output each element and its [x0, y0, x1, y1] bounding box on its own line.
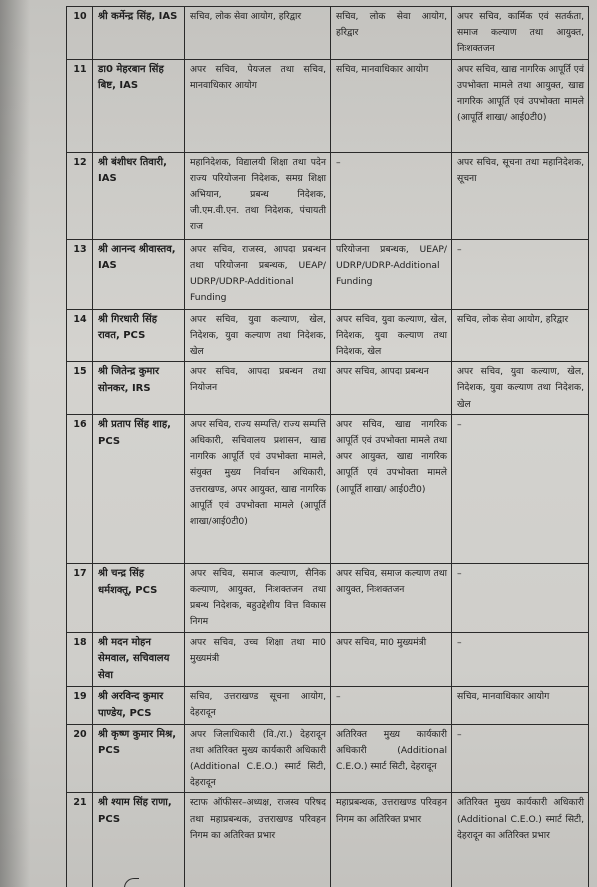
current-post-cell: सचिव, उत्तराखण्ड सूचना आयोग, देहरादून — [185, 687, 331, 725]
retained-post-cell: सचिव, मानवाधिकार आयोग — [331, 59, 452, 152]
officer-name-cell: डा0 मेहरबान सिंह बिष्ट, IAS — [93, 59, 185, 152]
new-post-cell: – — [452, 414, 589, 563]
table-row — [67, 152, 589, 239]
new-post-cell: अपर सचिव, खाद्य नागरिक आपूर्ति एवं उपभोक्ता मामले तथा आयुक्त, खाद्य नागरिक आपूर्ति एवं उपभोक्ता मामले (आपूर्ति शाखा/ आई0टी0) — [452, 59, 589, 152]
table-row — [67, 414, 589, 563]
table-row — [67, 239, 589, 309]
retained-post-cell: परियोजना प्रबन्धक, UEAP/ UDRP/UDRP-Additional Funding — [331, 239, 452, 309]
retained-post-cell: अपर सचिव, समाज कल्याण तथा आयुक्त, निःशक्तजन — [331, 563, 452, 632]
table-row — [67, 309, 589, 362]
current-post-cell: स्टाफ ऑफीसर–अध्यक्ष, राजस्व परिषद तथा महाप्रबन्धक, उत्तराखण्ड परिवहन निगम का अतिरिक्त प्रभार — [185, 793, 331, 887]
table-row — [67, 632, 589, 686]
table-body — [67, 7, 589, 887]
officer-name-cell: श्री कर्मेन्द्र सिंह, IAS — [93, 7, 185, 60]
serial-number-cell: 12 — [67, 152, 93, 239]
serial-number-cell: 21 — [67, 793, 93, 887]
officer-name-cell: श्री बंशीधर तिवारी, IAS — [93, 152, 185, 239]
serial-number-cell: 10 — [67, 7, 93, 60]
current-post-cell: अपर सचिव, युवा कल्याण, खेल, निदेशक, युवा कल्याण तथा निदेशक, खेल — [185, 309, 331, 362]
table-row — [67, 793, 589, 887]
officer-name-cell: श्री अरविन्द कुमार पाण्डेय, PCS — [93, 687, 185, 725]
new-post-cell: सचिव, मानवाधिकार आयोग — [452, 687, 589, 725]
serial-number-cell: 19 — [67, 687, 93, 725]
table-row — [67, 59, 589, 152]
retained-post-cell: अपर सचिव, खाद्य नागरिक आपूर्ति एवं उपभोक्ता मामले तथा अपर आयुक्त, खाद्य नागरिक आपूर्ति एवं उपभोक्ता मामले (आपूर्ति शाखा/ आई0टी0) — [331, 414, 452, 563]
serial-number-cell: 20 — [67, 724, 93, 793]
table-row — [67, 362, 589, 415]
new-post-cell: सचिव, लोक सेवा आयोग, हरिद्वार — [452, 309, 589, 362]
current-post-cell: अपर सचिव, राजस्व, आपदा प्रबन्धन तथा परियोजना प्रबन्धक, UEAP/ UDRP/UDRP-Additional Funding — [185, 239, 331, 309]
officer-name-cell: श्री आनन्द श्रीवास्तव, IAS — [93, 239, 185, 309]
current-post-cell: अपर सचिव, पेयजल तथा सचिव, मानवाधिकार आयोग — [185, 59, 331, 152]
table-row — [67, 724, 589, 793]
serial-number-cell: 14 — [67, 309, 93, 362]
officer-name-cell: श्री चन्द्र सिंह धर्मशक्तू, PCS — [93, 563, 185, 632]
officer-name-cell: श्री श्याम सिंह राणा, PCS — [93, 793, 185, 887]
officer-name-cell: श्री कृष्ण कुमार मिश्र, PCS — [93, 724, 185, 793]
retained-post-cell: – — [331, 687, 452, 725]
table-row — [67, 7, 589, 60]
new-post-cell: – — [452, 563, 589, 632]
table-row — [67, 563, 589, 632]
current-post-cell: अपर सचिव, राज्य सम्पत्ति/ राज्य सम्पत्ति अधिकारी, सचिवालय प्रशासन, खाद्य नागरिक आपूर्ति एवं उपभोक्ता मामले, संयुक्त मुख्य निर्वाचन अधिकारी, उत्तराखण्ड, अपर आयुक्त, खाद्य नागरिक आपूर्ति एवं उपभोक्ता मामले (आपूर्ति शाखा/आई0टी0) — [185, 414, 331, 563]
officer-name-cell: श्री मदन मोहन सेमवाल, सचिवालय सेवा — [93, 632, 185, 686]
officer-name-cell: श्री गिरधारी सिंह रावत, PCS — [93, 309, 185, 362]
retained-post-cell: महाप्रबन्धक, उत्तराखण्ड परिवहन निगम का अतिरिक्त प्रभार — [331, 793, 452, 887]
officer-name-cell: श्री प्रताप सिंह शाह, PCS — [93, 414, 185, 563]
serial-number-cell: 17 — [67, 563, 93, 632]
serial-number-cell: 15 — [67, 362, 93, 415]
new-post-cell: अपर सचिव, कार्मिक एवं सतर्कता, समाज कल्याण तथा आयुक्त, निःशक्तजन — [452, 7, 589, 60]
current-post-cell: महानिदेशक, विद्यालयी शिक्षा तथा पदेन राज्य परियोजना निदेशक, समग्र शिक्षा अभियान, प्रबन्ध निदेशक, जी.एम.वी.एन. तथा निदेशक, पंचायती राज — [185, 152, 331, 239]
retained-post-cell: – — [331, 152, 452, 239]
retained-post-cell: अपर सचिव, युवा कल्याण, खेल, निदेशक, युवा कल्याण तथा निदेशक, खेल — [331, 309, 452, 362]
officer-name-cell: श्री जितेन्द्र कुमार सोनकर, IRS — [93, 362, 185, 415]
current-post-cell: सचिव, लोक सेवा आयोग, हरिद्वार — [185, 7, 331, 60]
retained-post-cell: सचिव, लोक सेवा आयोग, हरिद्वार — [331, 7, 452, 60]
new-post-cell: – — [452, 239, 589, 309]
retained-post-cell: अतिरिक्त मुख्य कार्यकारी अधिकारी (Additional C.E.O.) स्मार्ट सिटी, देहरादून — [331, 724, 452, 793]
retained-post-cell: अपर सचिव, आपदा प्रबन्धन — [331, 362, 452, 415]
table-row — [67, 687, 589, 725]
current-post-cell: अपर सचिव, समाज कल्याण, सैनिक कल्याण, आयुक्त, निःशक्तजन तथा प्रबन्ध निदेशक, बहुउद्देशीय वित्त विकास निगम — [185, 563, 331, 632]
current-post-cell: अपर जिलाधिकारी (वि./रा.) देहरादून तथा अतिरिक्त मुख्य कार्यकारी अधिकारी (Additional C.E.O.) स्मार्ट सिटी, देहरादून — [185, 724, 331, 793]
new-post-cell: – — [452, 724, 589, 793]
retained-post-cell: अपर सचिव, मा0 मुख्यमंत्री — [331, 632, 452, 686]
new-post-cell: – — [452, 632, 589, 686]
new-post-cell: अपर सचिव, युवा कल्याण, खेल, निदेशक, युवा कल्याण तथा निदेशक, खेल — [452, 362, 589, 415]
transfer-table — [66, 6, 589, 887]
serial-number-cell: 16 — [67, 414, 93, 563]
serial-number-cell: 11 — [67, 59, 93, 152]
current-post-cell: अपर सचिव, आपदा प्रबन्धन तथा नियोजन — [185, 362, 331, 415]
new-post-cell: अपर सचिव, सूचना तथा महानिदेशक, सूचना — [452, 152, 589, 239]
serial-number-cell: 18 — [67, 632, 93, 686]
serial-number-cell: 13 — [67, 239, 93, 309]
current-post-cell: अपर सचिव, उच्च शिक्षा तथा मा0 मुख्यमंत्री — [185, 632, 331, 686]
new-post-cell: अतिरिक्त मुख्य कार्यकारी अधिकारी (Additional C.E.O.) स्मार्ट सिटी, देहरादून का अतिरिक्त प्रभार — [452, 793, 589, 887]
